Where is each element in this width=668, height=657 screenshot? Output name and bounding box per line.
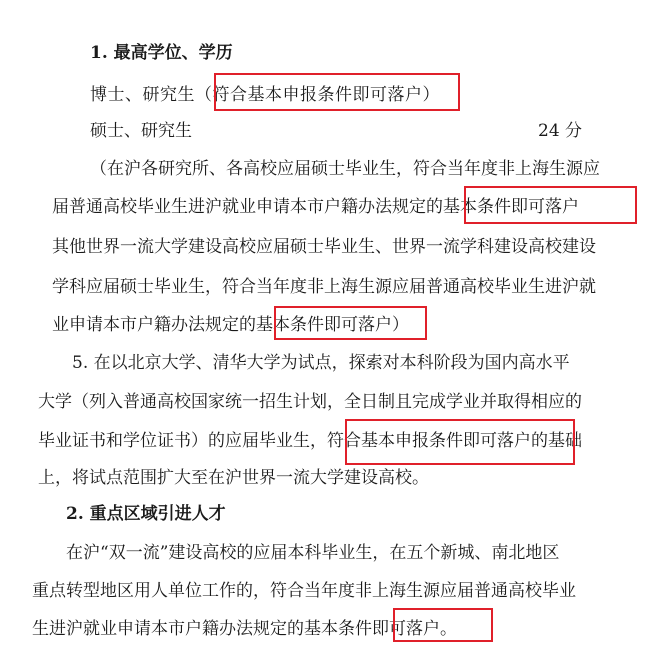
highlight-box-para1-line5 — [274, 306, 427, 340]
s5-line-3: 毕业证书和学位证书）的应届毕业生，符合基本申报条件即可落户的基础 — [38, 431, 582, 451]
s2-line-1: 在沪“双一流”建设高校的应届本科毕业生，在五个新城、南北地区 — [66, 543, 560, 563]
s2-line-2: 重点转型地区用人单位工作的，符合当年度非上海生源应届普通高校毕业 — [32, 581, 576, 601]
para1-line-5: 业申请本市户籍办法规定的基本条件即可落户） — [52, 315, 409, 335]
section-heading-highest-degree: 1. 最高学位、学历 — [90, 43, 233, 63]
s5-line-2: 大学（列入普通高校国家统一招生计划，全日制且完成学业并取得相应的 — [38, 392, 582, 412]
s5-line-4: 上，将试点范围扩大至在沪世界一流大学建设高校。 — [38, 468, 429, 488]
s2-line-3: 生进沪就业申请本市户籍办法规定的基本条件即可落户。 — [32, 619, 457, 639]
para1-line-3: 其他世界一流大学建设高校应届硕士毕业生、世界一流学科建设高校建设 — [52, 237, 596, 257]
doctor-line: 博士、研究生（符合基本申报条件即可落户） — [90, 85, 440, 105]
highlight-box-s2 — [393, 608, 493, 642]
para1-line-4: 学科应届硕士毕业生，符合当年度非上海生源应届普通高校毕业生进沪就 — [52, 277, 596, 297]
highlight-box-doctor — [214, 73, 460, 111]
para1-line-1: （在沪各研究所、各高校应届硕士毕业生，符合当年度非上海生源应 — [90, 159, 600, 179]
master-score: 24 分 — [538, 121, 583, 141]
para1-line-2: 届普通高校毕业生进沪就业申请本市户籍办法规定的基本条件即可落户 — [52, 197, 579, 217]
master-line: 硕士、研究生 — [90, 121, 192, 141]
section-heading-key-regions: 2. 重点区域引进人才 — [66, 504, 226, 524]
highlight-box-s5 — [345, 419, 575, 465]
s5-line-1: 5. 在以北京大学、清华大学为试点，探索对本科阶段为国内高水平 — [72, 353, 570, 373]
highlight-box-para1-line2 — [464, 186, 637, 224]
